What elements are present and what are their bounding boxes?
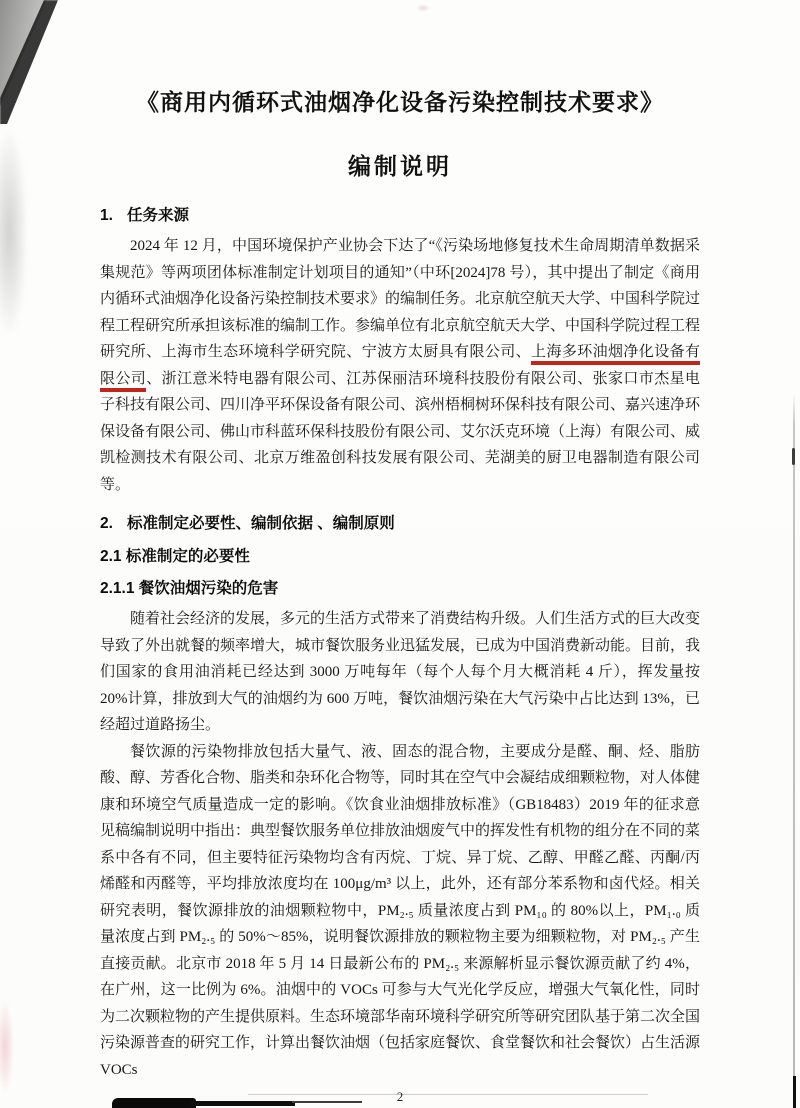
document-subtitle: 编制说明 [348, 154, 452, 179]
scan-smudge-artifact [0, 125, 28, 340]
section-2-title: 标准制定必要性、编制依据 、编制原则 [127, 515, 395, 532]
scan-pink-smudge-artifact [0, 999, 14, 1094]
section-2-heading [100, 514, 700, 534]
section-2-number: 2. [100, 515, 113, 532]
p1-text-after-underline: 、浙江意米特电器有限公司、江苏保丽洁环境科技股份有限公司、张家口市杰星电子科技有限公司、四川净平环保设备有限公司、滨州梧桐树环保科技有限公司、嘉兴速净环保设备有限公司、佛山市科蓝环保科技股份有限公司、艾尔沃克环境（上海）有限公司、威凯检测技术有限公司、北京万维盈创科技发展有限公司、芜湖美的厨卫电器制造有限公司等。 [100, 370, 701, 493]
paragraph-task-source [100, 233, 700, 498]
paragraph-consumption-growth: 随着社会经济的发展，多元的生活方式带来了消费结构升级。人们生活方式的巨大改变导致了外出就餐的频率增大，城市餐饮服务业迅猛发展，已成为中国消费新动能。目前，我们国家的食用油消耗已经达到 3000 万吨每年（每个人每个月大概消耗 4 斤），挥发量按 20%计算，排放到大气的油烟约为 600 万吨，餐饮油烟污染在大气污染中占比达到 13%，已经超过道路扬尘。 [100, 611, 701, 733]
section-1-title: 任务来源 [127, 207, 190, 224]
scan-fold-artifact [0, 0, 70, 130]
page-number: 2 [396, 1089, 404, 1104]
scan-fold-edge-artifact [0, 0, 70, 135]
document-title: 《商用内循环式油烟净化设备污染控制技术要求》 [136, 90, 664, 115]
document-content [100, 0, 700, 1105]
p1-text-before-underline: 2024 年 12 月，中国环境保护产业协会下达了“《污染场地修复技术生命周期清单数据采集规范》等两项团体标准制定计划项目的通知”（中环[2024]78 号），其中提出了制定《商用内循环式油烟净化设备污染控制技术要求》的编制任务。北京航空航天大学、中国科学院过程工程研究所承担该标准的编制工作。参编单位有北京航空航天大学、中国科学院过程工程研究所、上海市生态环境科学研究院、宁波方太厨具有限公司、 [100, 238, 701, 360]
scan-right-edge-line-artifact [793, 392, 795, 1082]
scan-right-edge-dark-segment-artifact [792, 448, 795, 465]
p1-red-underlined-company-name: 上海多环油烟净化设备有限公司 [100, 344, 700, 392]
scan-right-edge-bottom-artifact [793, 1076, 796, 1108]
section-2-1-heading: 2.1 标准制定的必要性 [100, 548, 250, 565]
section-1-heading [100, 206, 700, 226]
section-1-number: 1. [100, 207, 113, 224]
paragraph-pollutant-composition: 餐饮源的污染物排放包括大量气、液、固态的混合物，主要成分是醛、酮、烃、脂肪酸、醇、芳香化合物、脂类和杂环化合物等，同时其在空气中会凝结成细颗粒物，对人体健康和环境空气质量造成一定的影响。《饮食业油烟排放标准》（GB18483）2019 年的征求意见稿编制说明中指出：典型餐饮服务单位排放油烟废气中的挥发性有机物的组分在不同的菜系中各有不同，但主要特征污染物均含有丙烷、丁烷、异丁烷、乙醇、甲醛乙醛、丙酮/丙烯醛和丙醛等，平均排放浓度均在 100μg/m³ 以上，此外，还有部分苯系物和卤代烃。相关研究表明，餐饮源排放的油烟颗粒物中，PM₂.₅ 质量浓度占到 PM₁₀ 的 80%以上，PM₁.₀ 质量浓度占到 PM₂.₅ 的 50%～85%，说明餐饮源排放的颗粒物主要为细颗粒物，对 PM₂.₅ 产生直接贡献。北京市 2018 年 5 月 14 日最新公布的 PM₂.₅ 来源解析显示餐饮源贡献了约 4%，在广州，这一比例为 6%。油烟中的 VOCs 可参与大气光化学反应，增强大气氧化性，同时为二次颗粒物的产生提供原料。生态环境部华南环境科学研究所等研究团队基于第二次全国污染源普查的研究工作，计算出餐饮油烟（包括家庭餐饮、食堂餐饮和社会餐饮）占生活源 VOCs [100, 743, 701, 1078]
section-2-1-1-heading: 2.1.1 餐饮油烟污染的危害 [100, 580, 279, 597]
